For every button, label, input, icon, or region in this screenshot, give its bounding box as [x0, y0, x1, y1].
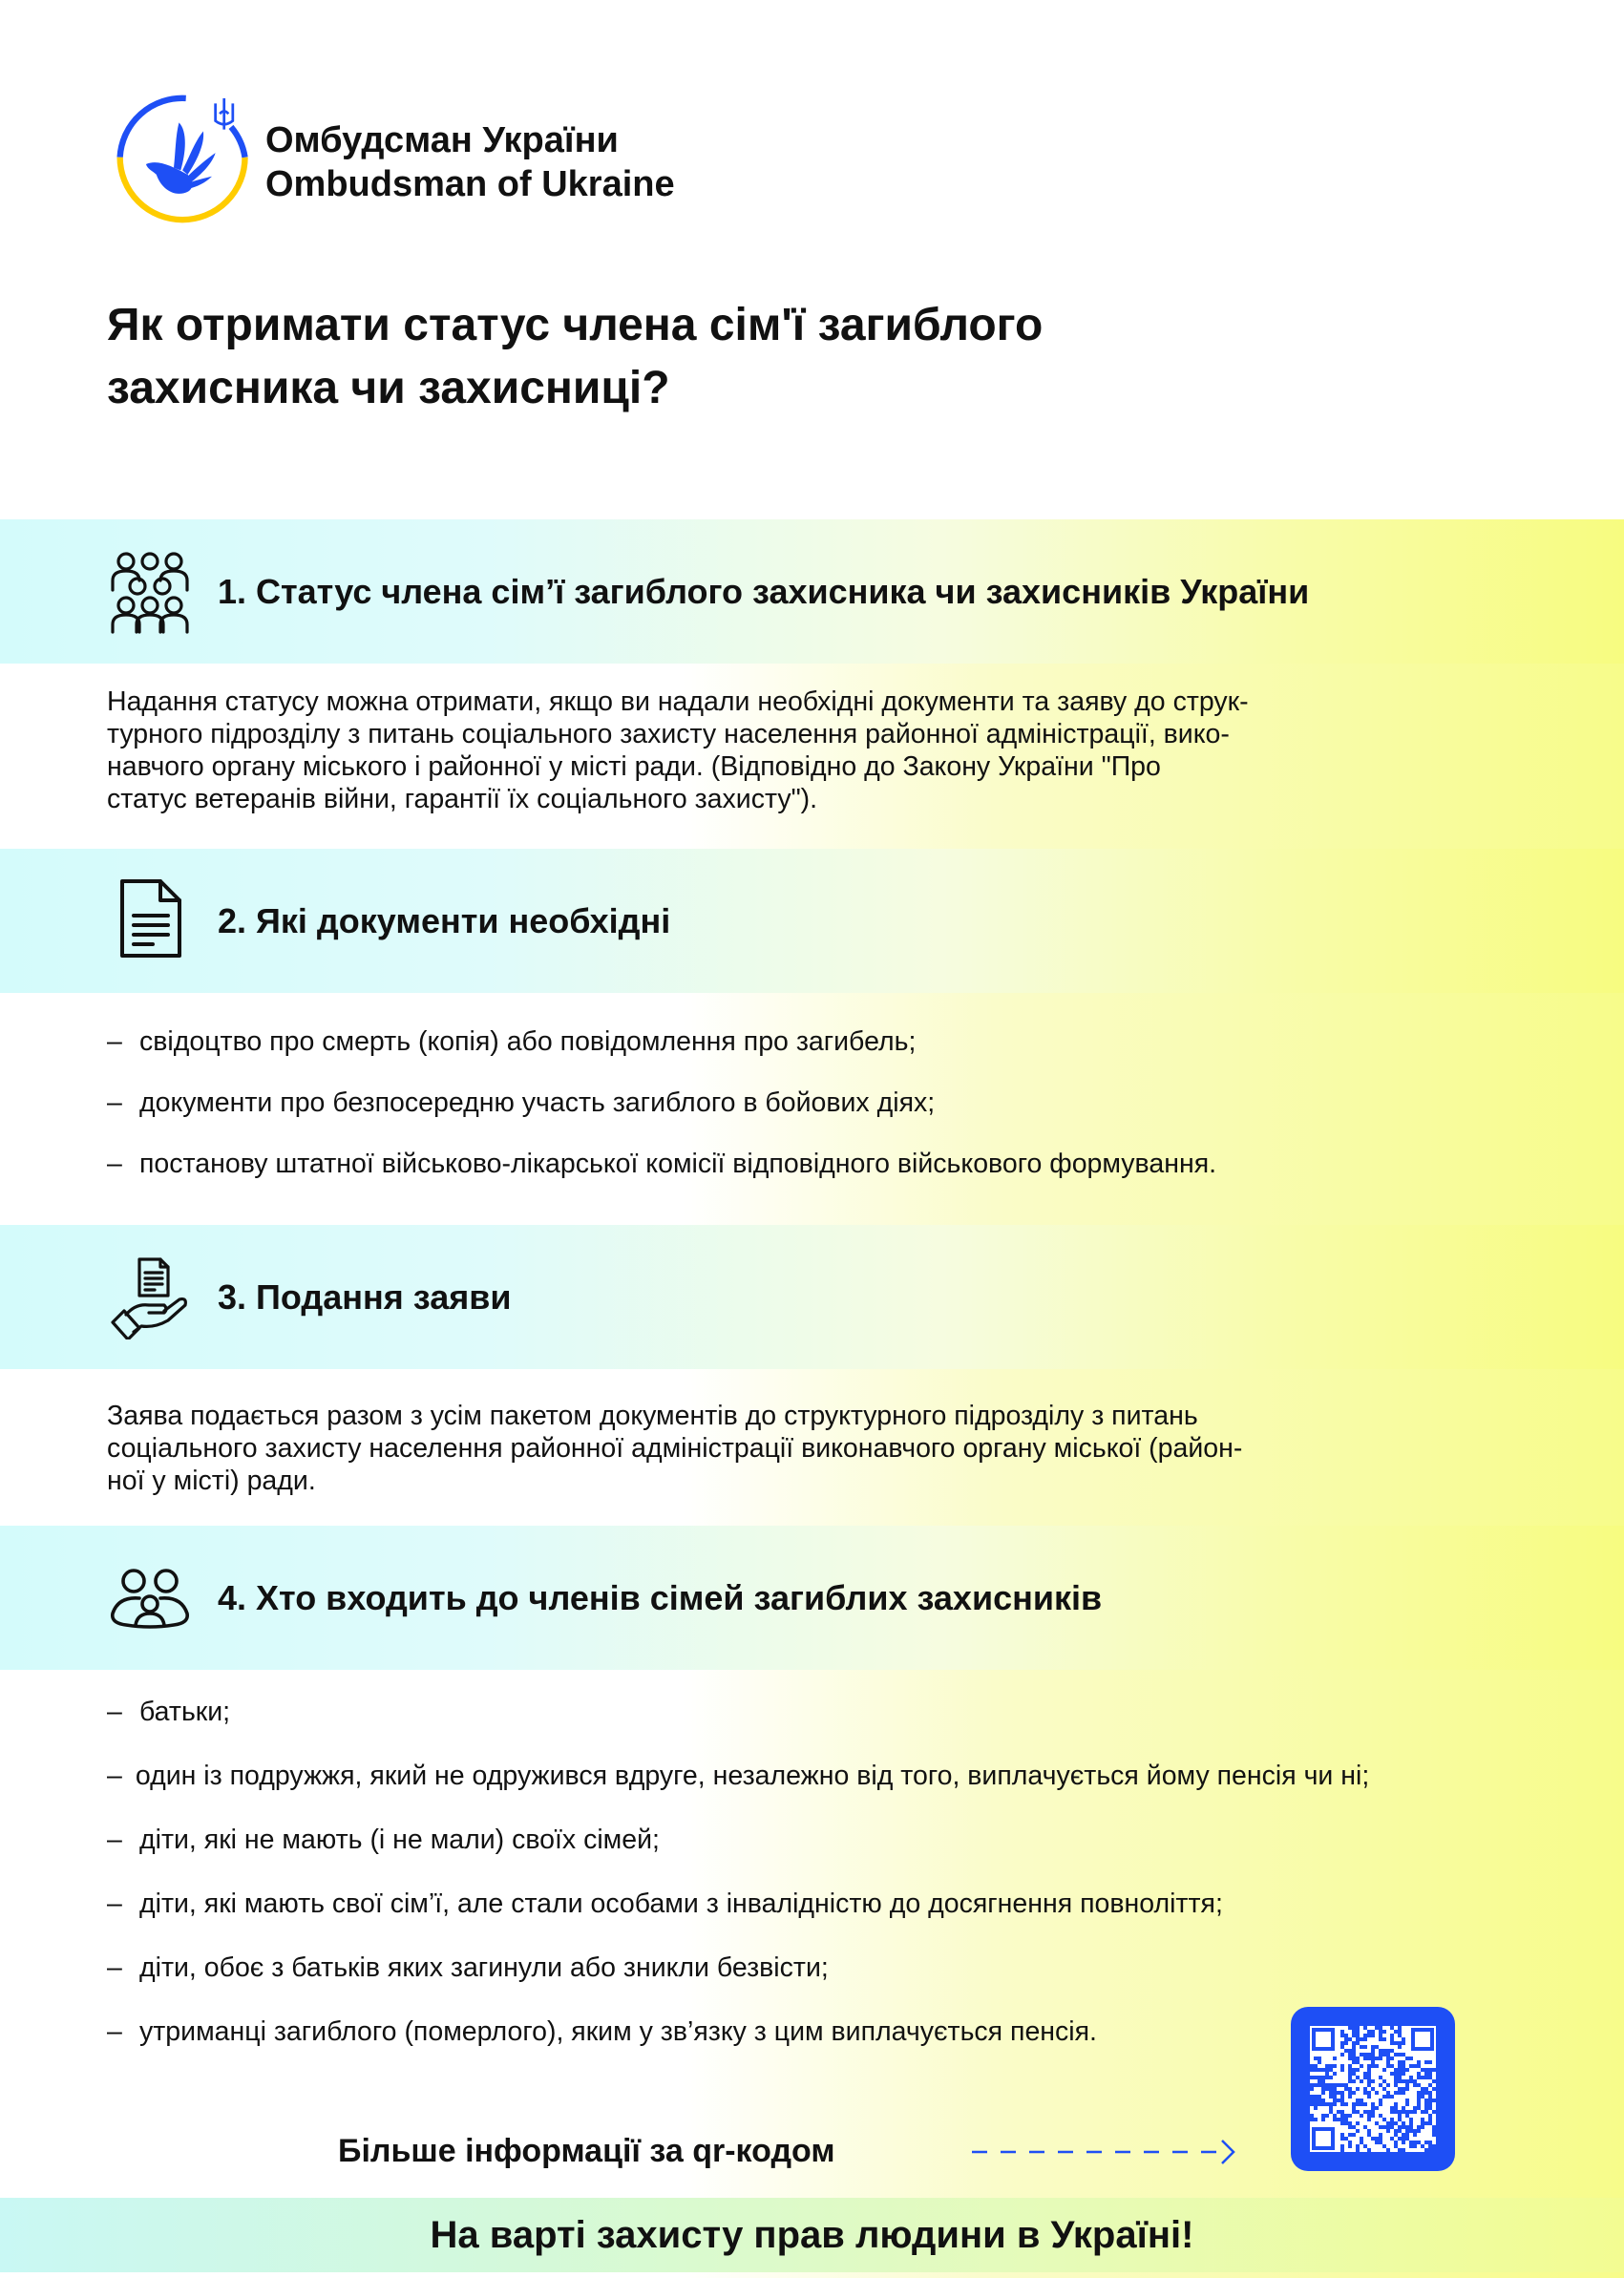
- org-name: [265, 118, 675, 206]
- list-marker: –: [107, 1952, 122, 1983]
- list-item-text: діти, які мають свої сім’ї, але стали особами з інвалідністю до досягнення повноліття;: [139, 1888, 1223, 1919]
- org-name-en: Ombudsman of Ukraine: [265, 164, 675, 204]
- list-item: [107, 1086, 1444, 1119]
- section-3-title: 3. Подання заяви: [218, 1276, 512, 1317]
- list-item-text: документи про безпосередню участь загиблого в бойових діях;: [139, 1087, 936, 1118]
- section-3-header: [0, 1225, 1624, 1369]
- page-title-line-2: захисника чи захисниці?: [107, 363, 670, 413]
- list-item: [107, 2015, 1444, 2048]
- list-item-text: один із подружжя, який не одружився вдруге, незалежно від того, виплачується йому пенсія чи ні;: [135, 1761, 1370, 1791]
- qr-code-icon: [1310, 2026, 1436, 2152]
- section-1-body-line: навчого органу міського і районної у місті ради. (Відповідно до Закону України "Про: [107, 751, 1161, 782]
- page-title: [107, 294, 1043, 420]
- footer-slogan: На варті захисту прав людини в Україні!: [430, 2213, 1194, 2256]
- list-item-text: діти, які не мають (і не мали) своїх сімей;: [139, 1825, 660, 1855]
- list-marker: –: [107, 1697, 122, 1727]
- group-people-icon: [107, 548, 193, 634]
- section-1-body-line: Надання статусу можна отримати, якщо ви надали необхідні документи та заяву до струк-: [107, 686, 1249, 717]
- section-3-body-line: Заява подається разом з усім пакетом документів до структурного підрозділу з питань: [107, 1401, 1198, 1431]
- section-1-body-line: турного підрозділу з питань соціального захисту населення районної адміністрації, вико-: [107, 719, 1230, 749]
- list-item: [107, 1696, 1444, 1728]
- section-3-body: [107, 1400, 1463, 1497]
- list-item: [107, 1888, 1444, 1920]
- list-marker: –: [107, 1149, 122, 1179]
- list-item-text: батьки;: [139, 1697, 231, 1727]
- list-item: [107, 1148, 1444, 1180]
- dashed-arrow-right-icon: [970, 2135, 1237, 2169]
- section-1-body: [107, 686, 1463, 815]
- list-marker: –: [107, 1087, 122, 1118]
- documents-list: [107, 1025, 1444, 1209]
- list-marker: –: [107, 2016, 122, 2047]
- qr-info-label: Більше інформації за qr-кодом: [338, 2133, 835, 2169]
- section-4-title: 4. Хто входить до членів сімей загиблих захисників: [218, 1577, 1103, 1617]
- document-icon: [107, 875, 193, 961]
- page-title-line-1: Як отримати статус члена сім'ї загиблого: [107, 300, 1044, 350]
- list-marker: –: [107, 1888, 122, 1919]
- section-1-body-line: статус ветеранів війни, гарантії їх соціального захисту").: [107, 784, 818, 814]
- list-marker: –: [107, 1026, 122, 1057]
- list-item: [107, 1025, 1444, 1058]
- list-item-text: утриманці загиблого (померлого), яким у зв’язку з цим виплачується пенсія.: [139, 2016, 1097, 2047]
- hand-document-icon: [107, 1254, 193, 1339]
- org-name-uk: Омбудсман України: [265, 120, 619, 160]
- footer-banner: [0, 2198, 1624, 2272]
- section-2-title: 2. Які документи необхідні: [218, 900, 671, 940]
- list-marker: –: [107, 1761, 122, 1791]
- section-3-body-line: ної у місті) ради.: [107, 1466, 316, 1496]
- list-marker: –: [107, 1825, 122, 1855]
- ombudsman-logo-icon: [107, 88, 260, 231]
- list-item-text: діти, обоє з батьків яких загинули або зникли безвісти;: [139, 1952, 829, 1983]
- section-1-header: [0, 519, 1624, 664]
- list-item: [107, 1951, 1444, 1984]
- list-item-text: постанову штатної військово-лікарської комісії відповідного військового формування.: [139, 1149, 1217, 1179]
- qr-code[interactable]: [1291, 2007, 1455, 2171]
- list-item: [107, 1760, 1444, 1792]
- section-2-header: [0, 849, 1624, 993]
- section-4-header: [0, 1526, 1624, 1670]
- section-3-body-line: соціального захисту населення районної адміністрації виконавчого органу міської (район-: [107, 1433, 1243, 1464]
- list-item: [107, 1824, 1444, 1856]
- section-1-title: 1. Статус члена сім’ї загиблого захисника чи захисників України: [218, 571, 1310, 611]
- family-icon: [107, 1552, 193, 1638]
- family-members-list: [107, 1696, 1444, 2079]
- list-item-text: свідоцтво про смерть (копія) або повідомлення про загибель;: [139, 1026, 917, 1057]
